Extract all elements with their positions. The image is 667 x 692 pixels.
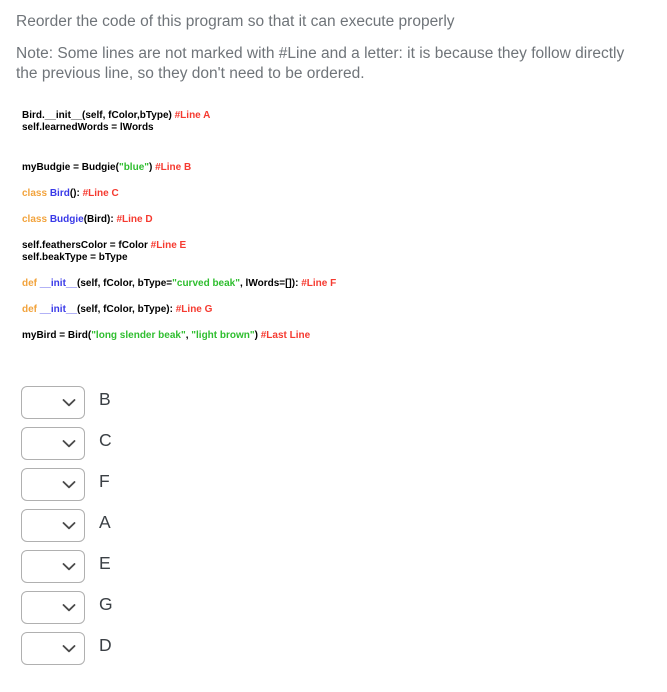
code-block bbox=[22, 110, 651, 342]
code-token-comment: #Line G bbox=[175, 304, 213, 315]
order-select-wrap bbox=[21, 632, 85, 665]
code-token-plain: ) bbox=[149, 162, 156, 173]
code-line bbox=[22, 240, 651, 252]
code-token-comment: #Last Line bbox=[260, 330, 311, 341]
code-line bbox=[22, 188, 651, 200]
order-select-F[interactable] bbox=[21, 468, 85, 501]
code-group bbox=[22, 278, 651, 290]
answer-letter: C bbox=[99, 430, 112, 450]
answer-letter: A bbox=[99, 512, 111, 532]
order-select-wrap bbox=[21, 427, 85, 460]
code-token-name: Bird bbox=[49, 188, 70, 199]
order-select-wrap bbox=[21, 468, 85, 501]
code-group bbox=[22, 188, 651, 200]
code-token-plain: Bird.__init__(self, fColor,bType) bbox=[22, 110, 175, 121]
code-token-plain: (self, fColor, bType): bbox=[77, 304, 176, 315]
code-token-string: "long slender beak" bbox=[91, 330, 186, 341]
order-select-E[interactable] bbox=[21, 550, 85, 583]
answer-letter: D bbox=[99, 635, 112, 655]
code-group bbox=[22, 240, 651, 264]
order-select-wrap bbox=[21, 591, 85, 624]
answer-letter: F bbox=[99, 471, 110, 491]
question-title: Reorder the code of this program so that it can execute properly bbox=[16, 13, 455, 30]
question-note: Note: Some lines are not marked with #Line and a letter: it is because they follow directly the previous line, so they don't need to be ordered. bbox=[16, 45, 625, 82]
code-group bbox=[22, 214, 651, 226]
order-select-wrap bbox=[21, 509, 85, 542]
code-token-comment: #Line E bbox=[150, 240, 187, 251]
code-token-plain: self.beakType = bType bbox=[22, 252, 128, 263]
answer-letter: B bbox=[99, 389, 111, 409]
code-token-keyword: class bbox=[22, 188, 50, 199]
code-token-plain: , lWords=[]): bbox=[240, 278, 302, 289]
answer-row bbox=[21, 386, 651, 419]
code-group bbox=[22, 110, 651, 134]
code-line bbox=[22, 304, 651, 316]
order-select-G[interactable] bbox=[21, 591, 85, 624]
code-token-comment: #Line D bbox=[116, 214, 153, 225]
order-select-C[interactable] bbox=[21, 427, 85, 460]
answer-row bbox=[21, 632, 651, 665]
code-group bbox=[22, 162, 651, 174]
answer-row bbox=[21, 427, 651, 460]
code-token-keyword: class bbox=[22, 214, 50, 225]
order-select-wrap bbox=[21, 386, 85, 419]
code-token-name: __init__ bbox=[39, 304, 78, 315]
code-line bbox=[22, 278, 651, 290]
answer-letter: G bbox=[99, 594, 113, 614]
code-token-string: "curved beak" bbox=[172, 278, 240, 289]
answer-row bbox=[21, 550, 651, 583]
code-token-string: "blue" bbox=[118, 162, 149, 173]
code-line bbox=[22, 214, 651, 226]
code-token-plain: , bbox=[185, 330, 192, 341]
code-token-keyword: def bbox=[22, 304, 40, 315]
answer-list bbox=[21, 386, 651, 665]
code-line bbox=[22, 252, 651, 264]
code-line bbox=[22, 122, 651, 134]
answer-row bbox=[21, 591, 651, 624]
code-token-comment: #Line A bbox=[174, 110, 211, 121]
code-token-plain: (Bird): bbox=[83, 214, 117, 225]
code-token-plain: myBudgie = Budgie( bbox=[22, 162, 119, 173]
code-line bbox=[22, 110, 651, 122]
code-token-name: Budgie bbox=[49, 214, 84, 225]
code-token-comment: #Line F bbox=[301, 278, 337, 289]
order-select-wrap bbox=[21, 550, 85, 583]
code-token-plain: ) bbox=[254, 330, 261, 341]
code-token-plain: myBird = Bird( bbox=[22, 330, 92, 341]
code-line bbox=[22, 162, 651, 174]
order-select-B[interactable] bbox=[21, 386, 85, 419]
order-select-A[interactable] bbox=[21, 509, 85, 542]
code-token-plain: self.feathersColor = fColor bbox=[22, 240, 151, 251]
code-token-plain: (): bbox=[69, 188, 83, 199]
code-token-comment: #Line C bbox=[82, 188, 119, 199]
code-token-comment: #Line B bbox=[155, 162, 192, 173]
answer-letter: E bbox=[99, 553, 111, 573]
code-token-plain: self.learnedWords = lWords bbox=[22, 122, 154, 133]
code-token-string: "light brown" bbox=[191, 330, 255, 341]
code-group bbox=[22, 304, 651, 316]
code-token-plain: (self, fColor, bType= bbox=[77, 278, 173, 289]
code-token-keyword: def bbox=[22, 278, 40, 289]
answer-row bbox=[21, 509, 651, 542]
answer-row bbox=[21, 468, 651, 501]
code-group bbox=[22, 330, 651, 342]
code-line bbox=[22, 330, 651, 342]
order-select-D[interactable] bbox=[21, 632, 85, 665]
code-token-name: __init__ bbox=[39, 278, 78, 289]
